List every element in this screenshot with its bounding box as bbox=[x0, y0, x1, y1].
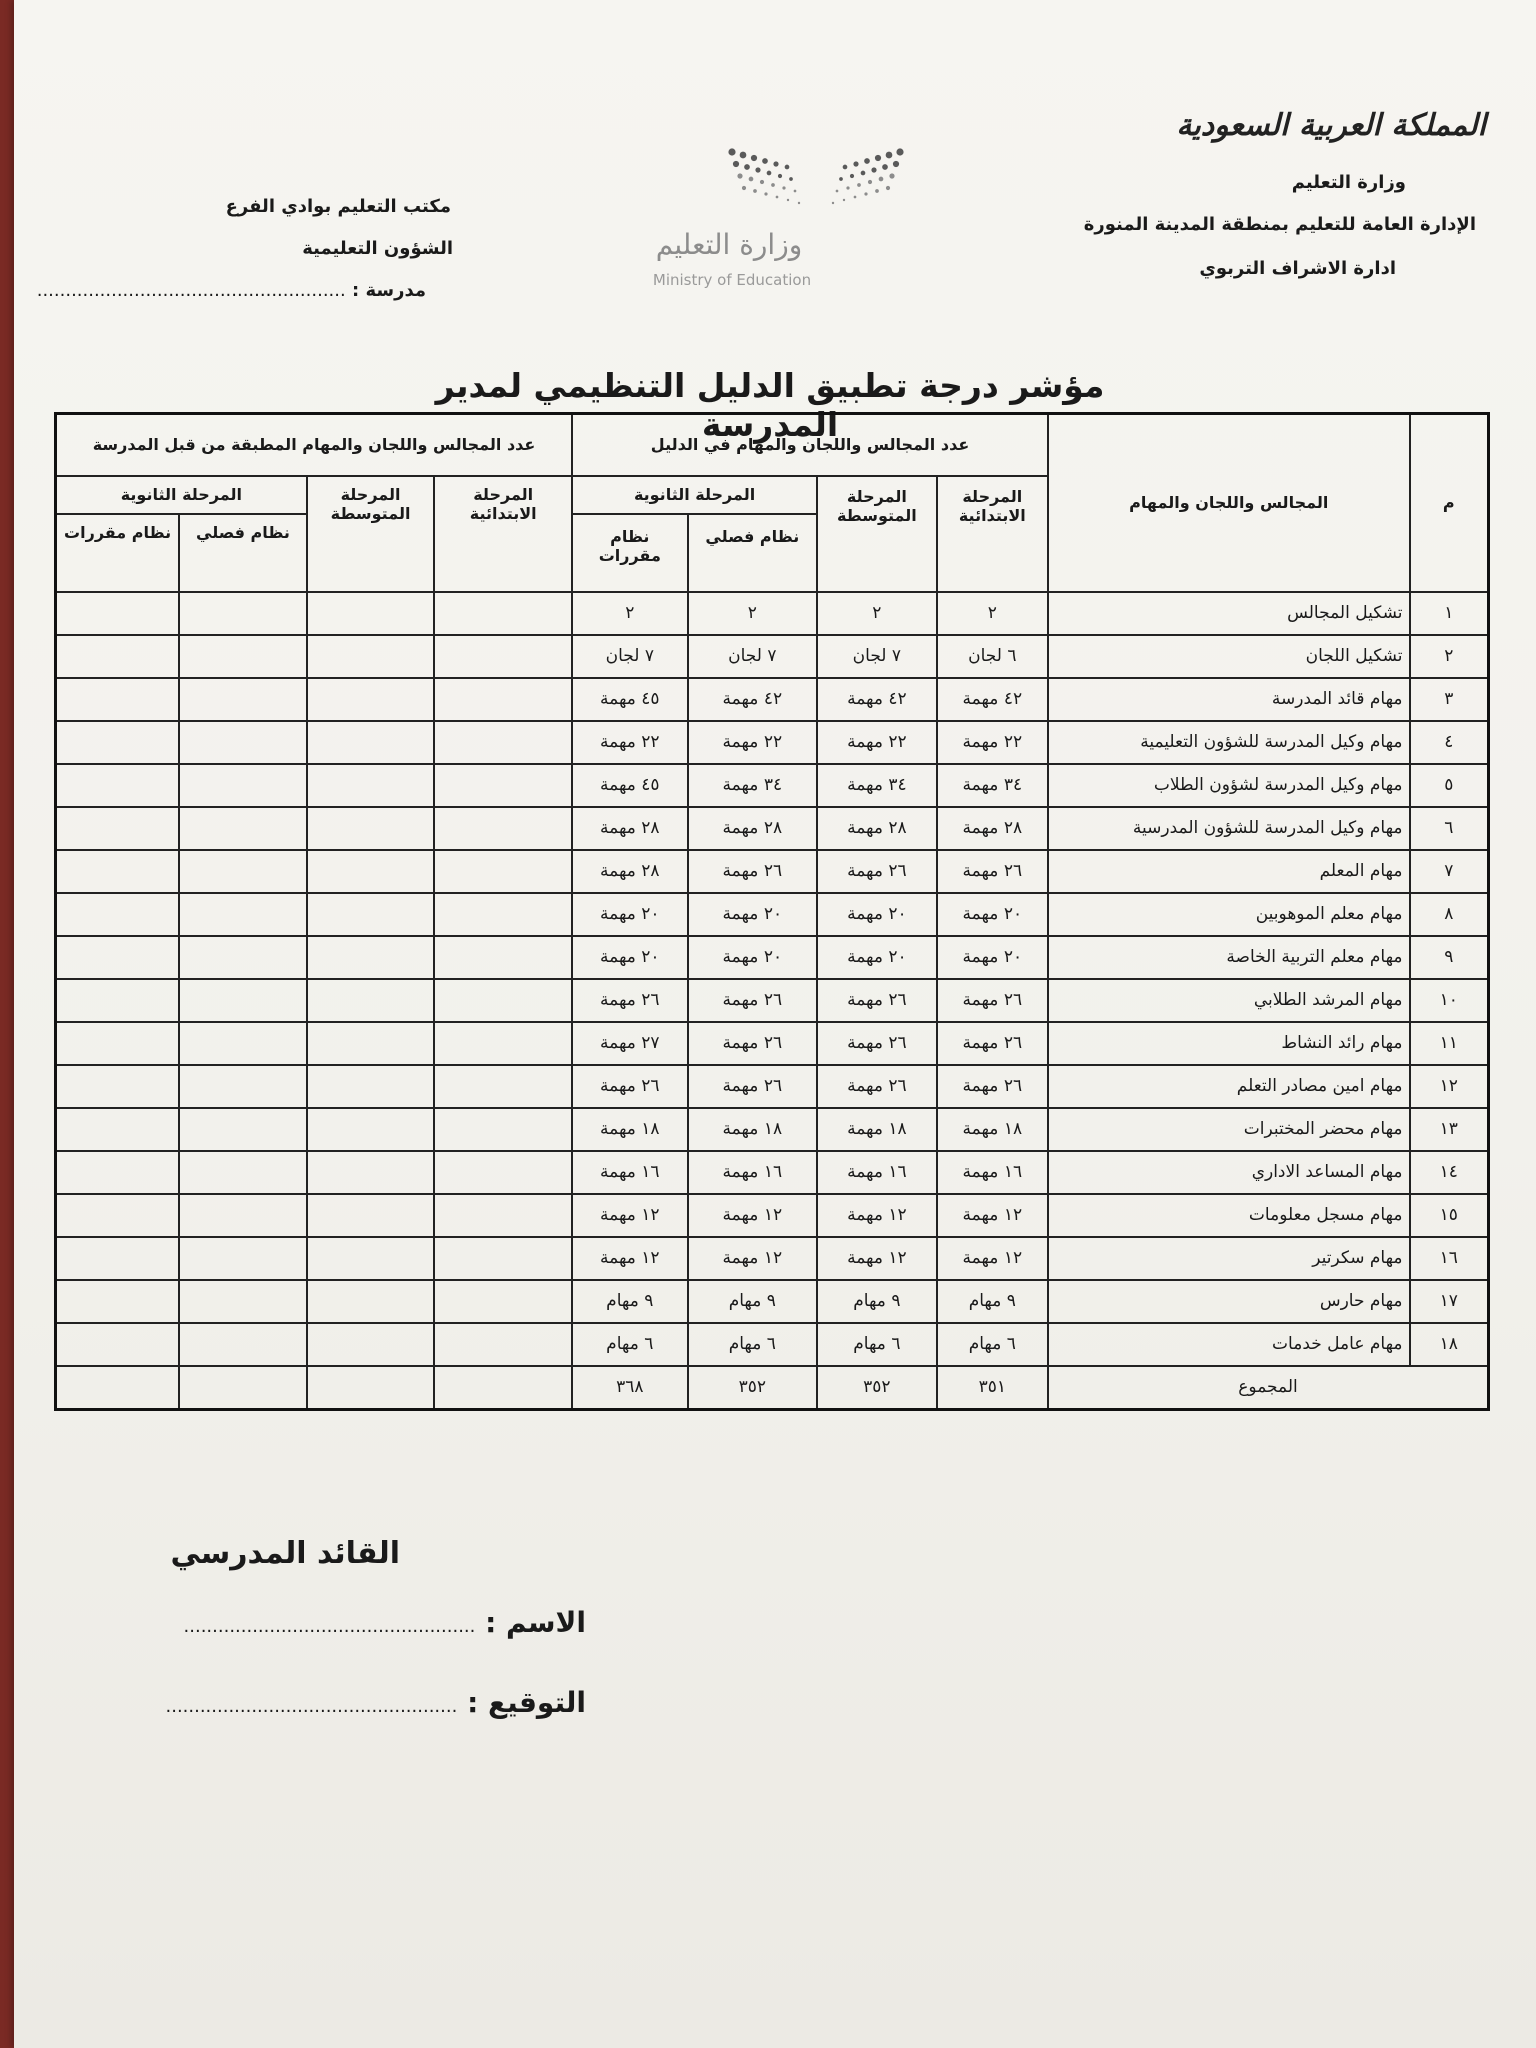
applied-empty-cell bbox=[56, 1280, 180, 1323]
guide-semester-cell: ٢٢ مهمة bbox=[688, 721, 818, 764]
logo-dot bbox=[762, 158, 768, 164]
guide-primary-cell: ١٢ مهمة bbox=[937, 1194, 1048, 1237]
guide-middle-cell: ٢٠ مهمة bbox=[817, 936, 936, 979]
guide-middle-cell: ٧ لجان bbox=[817, 635, 936, 678]
applied-empty-cell bbox=[307, 1280, 435, 1323]
logo-dot bbox=[776, 196, 779, 199]
row-number: ٨ bbox=[1410, 893, 1489, 936]
guide-primary-cell: ١٢ مهمة bbox=[937, 1237, 1048, 1280]
total-m: ٣٥٢ bbox=[817, 1366, 936, 1410]
table-row bbox=[56, 1065, 1489, 1108]
guide-courses-cell: ٢٨ مهمة bbox=[572, 807, 687, 850]
office-name: مكتب التعليم بوادي الفرع bbox=[225, 196, 451, 217]
applied-empty-cell bbox=[56, 936, 180, 979]
background-edge bbox=[0, 0, 14, 2048]
guide-courses-cell: ١٦ مهمة bbox=[572, 1151, 687, 1194]
table-row bbox=[56, 1194, 1489, 1237]
signature-field bbox=[166, 1686, 587, 1719]
row-number: ١٧ bbox=[1410, 1280, 1489, 1323]
school-label: مدرسة : bbox=[352, 280, 426, 301]
guide-semester: نظام فصلي bbox=[688, 514, 818, 592]
guide-courses-cell: ٢٨ مهمة bbox=[572, 850, 687, 893]
logo-dot bbox=[864, 192, 867, 195]
applied-empty-cell bbox=[56, 979, 180, 1022]
guide-primary-cell: ٢٢ مهمة bbox=[937, 721, 1048, 764]
guide-semester-cell: ٢٦ مهمة bbox=[688, 850, 818, 893]
guide-semester-cell: ٢٦ مهمة bbox=[688, 1022, 818, 1065]
row-number: ٤ bbox=[1410, 721, 1489, 764]
logo-dot bbox=[737, 173, 742, 178]
applied-empty-cell bbox=[179, 1366, 307, 1410]
guide-primary-cell: ٢٦ مهمة bbox=[937, 850, 1048, 893]
table-row bbox=[56, 1323, 1489, 1366]
guide-primary-cell: ٩ مهام bbox=[937, 1280, 1048, 1323]
row-name: مهام المرشد الطلابي bbox=[1048, 979, 1410, 1022]
guide-courses-cell: ١٢ مهمة bbox=[572, 1237, 687, 1280]
guide-primary-cell: ٢٠ مهمة bbox=[937, 936, 1048, 979]
applied-primary: المرحلة الابتدائية bbox=[434, 476, 572, 592]
applied-empty-cell bbox=[56, 678, 180, 721]
logo-dot bbox=[861, 171, 866, 176]
applied-empty-cell bbox=[434, 1194, 572, 1237]
row-name: مهام المعلم bbox=[1048, 850, 1410, 893]
applied-empty-cell bbox=[56, 893, 180, 936]
applied-empty-cell bbox=[307, 635, 435, 678]
logo-dot bbox=[771, 183, 775, 187]
applied-empty-cell bbox=[307, 721, 435, 764]
logo-dot bbox=[751, 155, 757, 161]
applied-empty-cell bbox=[434, 764, 572, 807]
guide-middle: المرحلة المتوسطة bbox=[817, 476, 936, 592]
row-name: مهام وكيل المدرسة لشؤون الطلاب bbox=[1048, 764, 1410, 807]
table-row bbox=[56, 1280, 1489, 1323]
applied-empty-cell bbox=[56, 1151, 180, 1194]
row-name: مهام وكيل المدرسة للشؤون المدرسية bbox=[1048, 807, 1410, 850]
guide-middle-cell: ١٨ مهمة bbox=[817, 1108, 936, 1151]
guide-middle-cell: ١٢ مهمة bbox=[817, 1194, 936, 1237]
row-number: ١٥ bbox=[1410, 1194, 1489, 1237]
applied-empty-cell bbox=[56, 1366, 180, 1410]
logo-dot bbox=[854, 196, 857, 199]
guide-courses-cell: ٦ مهام bbox=[572, 1323, 687, 1366]
guide-courses: نظام مقررات bbox=[572, 514, 687, 592]
guide-primary-cell: ١٨ مهمة bbox=[937, 1108, 1048, 1151]
applied-empty-cell bbox=[307, 1151, 435, 1194]
applied-empty-cell bbox=[307, 1237, 435, 1280]
table-row bbox=[56, 807, 1489, 850]
logo-dot bbox=[886, 186, 890, 190]
table-row bbox=[56, 764, 1489, 807]
guide-primary-cell: ٣٤ مهمة bbox=[937, 764, 1048, 807]
applied-empty-cell bbox=[179, 1022, 307, 1065]
guide-middle-cell: ٣٤ مهمة bbox=[817, 764, 936, 807]
applied-empty-cell bbox=[434, 893, 572, 936]
logo-dot bbox=[879, 177, 884, 182]
indicator-table bbox=[54, 412, 1490, 1411]
guide-courses-cell: ١٨ مهمة bbox=[572, 1108, 687, 1151]
row-number: ١٤ bbox=[1410, 1151, 1489, 1194]
logo-dot bbox=[728, 148, 735, 155]
applied-empty-cell bbox=[179, 764, 307, 807]
table-row bbox=[56, 1108, 1489, 1151]
row-name: مهام معلم الموهوبين bbox=[1048, 893, 1410, 936]
applied-courses: نظام مقررات bbox=[56, 514, 180, 592]
applied-empty-cell bbox=[434, 721, 572, 764]
logo-dot bbox=[794, 190, 797, 193]
applied-empty-cell bbox=[307, 893, 435, 936]
guide-primary-cell: ١٦ مهمة bbox=[937, 1151, 1048, 1194]
row-name: تشكيل المجالس bbox=[1048, 592, 1410, 635]
logo-dot bbox=[882, 164, 888, 170]
total-label: المجموع bbox=[1048, 1366, 1489, 1410]
logo-dot bbox=[868, 180, 872, 184]
logo-dot bbox=[893, 161, 899, 167]
guide-semester-cell: ٢٠ مهمة bbox=[688, 893, 818, 936]
guide-courses-cell: ٢٠ مهمة bbox=[572, 936, 687, 979]
applied-empty-cell bbox=[434, 1022, 572, 1065]
row-number: ١ bbox=[1410, 592, 1489, 635]
applied-empty-cell bbox=[56, 1108, 180, 1151]
applied-empty-cell bbox=[179, 721, 307, 764]
table-body bbox=[56, 592, 1489, 1410]
applied-empty-cell bbox=[179, 1108, 307, 1151]
row-name: مهام عامل خدمات bbox=[1048, 1323, 1410, 1366]
logo-dot bbox=[785, 165, 790, 170]
guide-courses-cell: ٧ لجان bbox=[572, 635, 687, 678]
guide-semester-cell: ١٢ مهمة bbox=[688, 1237, 818, 1280]
guide-semester-cell: ٢ bbox=[688, 592, 818, 635]
guide-primary: المرحلة الابتدائية bbox=[937, 476, 1048, 592]
logo-dot bbox=[778, 174, 782, 178]
applied-empty-cell bbox=[56, 1323, 180, 1366]
guide-courses-cell: ٢٦ مهمة bbox=[572, 979, 687, 1022]
guide-semester-cell: ١٨ مهمة bbox=[688, 1108, 818, 1151]
guide-middle-cell: ٦ مهام bbox=[817, 1323, 936, 1366]
logo-dot bbox=[853, 161, 858, 166]
logo-dot bbox=[753, 189, 757, 193]
applied-empty-cell bbox=[434, 1151, 572, 1194]
guide-semester-cell: ٩ مهام bbox=[688, 1280, 818, 1323]
row-name: مهام مسجل معلومات bbox=[1048, 1194, 1410, 1237]
applied-empty-cell bbox=[307, 979, 435, 1022]
guide-middle-cell: ٢٦ مهمة bbox=[817, 1065, 936, 1108]
guide-semester-cell: ٣٤ مهمة bbox=[688, 764, 818, 807]
sign-dots: ................................................... bbox=[165, 1696, 458, 1717]
row-name: مهام سكرتير bbox=[1048, 1237, 1410, 1280]
name-field bbox=[184, 1606, 586, 1639]
applied-empty-cell bbox=[307, 1065, 435, 1108]
name-dots: ................................................... bbox=[183, 1616, 476, 1637]
total-p: ٣٥١ bbox=[937, 1366, 1048, 1410]
applied-empty-cell bbox=[56, 1237, 180, 1280]
logo-dot bbox=[767, 171, 772, 176]
table-row bbox=[56, 850, 1489, 893]
school-dots: ...................................................... bbox=[36, 280, 346, 301]
applied-empty-cell bbox=[179, 1237, 307, 1280]
guide-primary-cell: ٦ لجان bbox=[937, 635, 1048, 678]
row-number: ١٠ bbox=[1410, 979, 1489, 1022]
guide-courses-cell: ٤٥ مهمة bbox=[572, 764, 687, 807]
applied-empty-cell bbox=[307, 807, 435, 850]
applied-empty-cell bbox=[56, 807, 180, 850]
guide-primary-cell: ٤٢ مهمة bbox=[937, 678, 1048, 721]
row-name: مهام المساعد الاداري bbox=[1048, 1151, 1410, 1194]
logo-dot bbox=[846, 186, 849, 189]
logo-dot bbox=[843, 165, 848, 170]
applied-empty-cell bbox=[434, 1108, 572, 1151]
logo-dot bbox=[740, 152, 747, 159]
guide-middle-cell: ٢٦ مهمة bbox=[817, 979, 936, 1022]
applied-empty-cell bbox=[179, 893, 307, 936]
applied-empty-cell bbox=[179, 635, 307, 678]
table-row bbox=[56, 592, 1489, 635]
supervision-admin: ادارة الاشراف التربوي bbox=[1199, 258, 1396, 279]
guide-semester-cell: ٢٦ مهمة bbox=[688, 1065, 818, 1108]
guide-middle-cell: ٢٦ مهمة bbox=[817, 1022, 936, 1065]
guide-semester-cell: ٢٦ مهمة bbox=[688, 979, 818, 1022]
applied-empty-cell bbox=[179, 678, 307, 721]
logo-dot bbox=[764, 192, 767, 195]
row-name: مهام معلم التربية الخاصة bbox=[1048, 936, 1410, 979]
row-number: ١٦ bbox=[1410, 1237, 1489, 1280]
guide-primary-cell: ٢٨ مهمة bbox=[937, 807, 1048, 850]
logo-dot bbox=[889, 173, 894, 178]
logo-dot bbox=[886, 152, 893, 159]
ministry-logo-icon bbox=[700, 140, 930, 290]
row-name: مهام محضر المختبرات bbox=[1048, 1108, 1410, 1151]
name-label: الاسم : bbox=[485, 1606, 586, 1639]
applied-empty-cell bbox=[434, 807, 572, 850]
row-number: ٢ bbox=[1410, 635, 1489, 678]
total-s: ٣٥٢ bbox=[688, 1366, 818, 1410]
applied-semester: نظام فصلي bbox=[179, 514, 307, 592]
logo-dot bbox=[733, 161, 739, 167]
guide-primary-cell: ٢٦ مهمة bbox=[937, 1022, 1048, 1065]
guide-primary-cell: ٢ bbox=[937, 592, 1048, 635]
header-applied-group: عدد المجالس واللجان والمهام المطبقة من قبل المدرسة bbox=[56, 414, 573, 476]
applied-empty-cell bbox=[307, 850, 435, 893]
guide-middle-cell: ٢٨ مهمة bbox=[817, 807, 936, 850]
applied-empty-cell bbox=[307, 1022, 435, 1065]
table-row bbox=[56, 721, 1489, 764]
guide-middle-cell: ١٦ مهمة bbox=[817, 1151, 936, 1194]
applied-empty-cell bbox=[434, 936, 572, 979]
row-number: ٩ bbox=[1410, 936, 1489, 979]
row-number: ١١ bbox=[1410, 1022, 1489, 1065]
guide-primary-cell: ٢٠ مهمة bbox=[937, 893, 1048, 936]
row-number: ٦ bbox=[1410, 807, 1489, 850]
general-admin: الإدارة العامة للتعليم بمنطقة المدينة المنورة bbox=[1083, 214, 1476, 235]
row-name: مهام وكيل المدرسة للشؤون التعليمية bbox=[1048, 721, 1410, 764]
row-number: ٧ bbox=[1410, 850, 1489, 893]
row-number: ٥ bbox=[1410, 764, 1489, 807]
guide-middle-cell: ٩ مهام bbox=[817, 1280, 936, 1323]
applied-empty-cell bbox=[179, 807, 307, 850]
guide-middle-cell: ٢٠ مهمة bbox=[817, 893, 936, 936]
applied-empty-cell bbox=[307, 1323, 435, 1366]
applied-empty-cell bbox=[179, 1151, 307, 1194]
table-row bbox=[56, 635, 1489, 678]
row-number: ٣ bbox=[1410, 678, 1489, 721]
kingdom-name: المملكة العربية السعودية bbox=[1176, 108, 1486, 143]
guide-semester-cell: ١٦ مهمة bbox=[688, 1151, 818, 1194]
table-row bbox=[56, 678, 1489, 721]
applied-empty-cell bbox=[307, 764, 435, 807]
row-name: مهام امين مصادر التعلم bbox=[1048, 1065, 1410, 1108]
table-row bbox=[56, 936, 1489, 979]
table-row bbox=[56, 979, 1489, 1022]
applied-empty-cell bbox=[179, 1280, 307, 1323]
applied-empty-cell bbox=[434, 1065, 572, 1108]
applied-empty-cell bbox=[307, 1366, 435, 1410]
guide-courses-cell: ٩ مهام bbox=[572, 1280, 687, 1323]
applied-empty-cell bbox=[56, 764, 180, 807]
logo-arabic: وزارة التعليم bbox=[655, 228, 803, 261]
applied-empty-cell bbox=[179, 1065, 307, 1108]
applied-empty-cell bbox=[56, 592, 180, 635]
applied-empty-cell bbox=[179, 979, 307, 1022]
applied-secondary: المرحلة الثانوية bbox=[56, 476, 307, 514]
applied-empty-cell bbox=[434, 635, 572, 678]
guide-semester-cell: ٢٨ مهمة bbox=[688, 807, 818, 850]
logo-dot bbox=[742, 186, 746, 190]
guide-semester-cell: ١٢ مهمة bbox=[688, 1194, 818, 1237]
applied-empty-cell bbox=[56, 850, 180, 893]
guide-semester-cell: ٦ مهام bbox=[688, 1323, 818, 1366]
applied-empty-cell bbox=[179, 1323, 307, 1366]
logo-dot bbox=[871, 167, 876, 172]
document-title: مؤشر درجة تطبيق الدليل التنظيمي لمدير المدرسة bbox=[435, 366, 1105, 444]
applied-empty-cell bbox=[56, 1194, 180, 1237]
applied-empty-cell bbox=[56, 721, 180, 764]
applied-empty-cell bbox=[307, 1108, 435, 1151]
guide-middle-cell: ٢ bbox=[817, 592, 936, 635]
header-guide-group: عدد المجالس واللجان والمهام في الدليل bbox=[572, 414, 1048, 476]
sign-label: التوقيع : bbox=[467, 1686, 586, 1719]
logo-dot bbox=[836, 190, 839, 193]
applied-empty-cell bbox=[307, 936, 435, 979]
applied-empty-cell bbox=[179, 850, 307, 893]
applied-empty-cell bbox=[434, 850, 572, 893]
logo-dot bbox=[839, 177, 843, 181]
applied-empty-cell bbox=[434, 1323, 572, 1366]
guide-middle-cell: ٤٢ مهمة bbox=[817, 678, 936, 721]
table-row bbox=[56, 893, 1489, 936]
signature-title: القائد المدرسي bbox=[170, 1536, 400, 1571]
table-row bbox=[56, 1237, 1489, 1280]
logo-dot bbox=[857, 183, 861, 187]
row-number: ١٢ bbox=[1410, 1065, 1489, 1108]
logo-english: Ministry of Education bbox=[652, 271, 812, 289]
guide-courses-cell: ٢٧ مهمة bbox=[572, 1022, 687, 1065]
row-number: ١٨ bbox=[1410, 1323, 1489, 1366]
applied-empty-cell bbox=[307, 678, 435, 721]
table-row bbox=[56, 1151, 1489, 1194]
row-number: ١٣ bbox=[1410, 1108, 1489, 1151]
logo-dot bbox=[843, 199, 845, 201]
applied-empty-cell bbox=[56, 1022, 180, 1065]
applied-empty-cell bbox=[56, 635, 180, 678]
applied-empty-cell bbox=[434, 979, 572, 1022]
guide-secondary: المرحلة الثانوية bbox=[572, 476, 817, 514]
guide-courses-cell: ٢٦ مهمة bbox=[572, 1065, 687, 1108]
guide-courses-cell: ٢ bbox=[572, 592, 687, 635]
logo-dot bbox=[744, 164, 750, 170]
logo-dot bbox=[875, 155, 881, 161]
row-name: تشكيل اللجان bbox=[1048, 635, 1410, 678]
row-name: مهام حارس bbox=[1048, 1280, 1410, 1323]
header-name: المجالس واللجان والمهام bbox=[1048, 414, 1410, 592]
applied-empty-cell bbox=[434, 678, 572, 721]
guide-courses-cell: ١٢ مهمة bbox=[572, 1194, 687, 1237]
guide-primary-cell: ٢٦ مهمة bbox=[937, 1065, 1048, 1108]
logo-dot bbox=[787, 199, 789, 201]
applied-empty-cell bbox=[434, 592, 572, 635]
guide-semester-cell: ٢٠ مهمة bbox=[688, 936, 818, 979]
total-row bbox=[56, 1366, 1489, 1410]
school-field bbox=[37, 280, 426, 301]
kingdom-calligraphy bbox=[1176, 108, 1486, 158]
affairs-name: الشؤون التعليمية bbox=[302, 238, 453, 259]
logo-dot bbox=[875, 189, 879, 193]
guide-courses-cell: ٤٥ مهمة bbox=[572, 678, 687, 721]
logo-dot bbox=[832, 202, 834, 204]
logo-dot bbox=[773, 161, 778, 166]
row-name: مهام قائد المدرسة bbox=[1048, 678, 1410, 721]
logo-dot bbox=[782, 186, 785, 189]
guide-primary-cell: ٦ مهام bbox=[937, 1323, 1048, 1366]
guide-middle-cell: ٢٦ مهمة bbox=[817, 850, 936, 893]
guide-semester-cell: ٧ لجان bbox=[688, 635, 818, 678]
guide-courses-cell: ٢٠ مهمة bbox=[572, 893, 687, 936]
applied-empty-cell bbox=[307, 592, 435, 635]
applied-empty-cell bbox=[434, 1280, 572, 1323]
applied-empty-cell bbox=[56, 1065, 180, 1108]
ministry-name: وزارة التعليم bbox=[1291, 172, 1406, 193]
logo-dot bbox=[896, 148, 903, 155]
logo-dot bbox=[760, 180, 764, 184]
header-index: م bbox=[1410, 414, 1489, 592]
applied-empty-cell bbox=[179, 592, 307, 635]
applied-empty-cell bbox=[307, 1194, 435, 1237]
guide-middle-cell: ١٢ مهمة bbox=[817, 1237, 936, 1280]
table-row bbox=[56, 1022, 1489, 1065]
guide-courses-cell: ٢٢ مهمة bbox=[572, 721, 687, 764]
logo-dot bbox=[755, 167, 760, 172]
guide-primary-cell: ٢٦ مهمة bbox=[937, 979, 1048, 1022]
logo-dot bbox=[749, 177, 754, 182]
logo-dot bbox=[789, 177, 793, 181]
guide-middle-cell: ٢٢ مهمة bbox=[817, 721, 936, 764]
row-name: مهام رائد النشاط bbox=[1048, 1022, 1410, 1065]
total-c: ٣٦٨ bbox=[572, 1366, 687, 1410]
applied-empty-cell bbox=[434, 1237, 572, 1280]
applied-empty-cell bbox=[434, 1366, 572, 1410]
guide-semester-cell: ٤٢ مهمة bbox=[688, 678, 818, 721]
logo-dot bbox=[798, 202, 800, 204]
logo-dot bbox=[864, 158, 870, 164]
applied-middle: المرحلة المتوسطة bbox=[307, 476, 435, 592]
logo-dot bbox=[850, 174, 854, 178]
applied-empty-cell bbox=[179, 1194, 307, 1237]
applied-empty-cell bbox=[179, 936, 307, 979]
